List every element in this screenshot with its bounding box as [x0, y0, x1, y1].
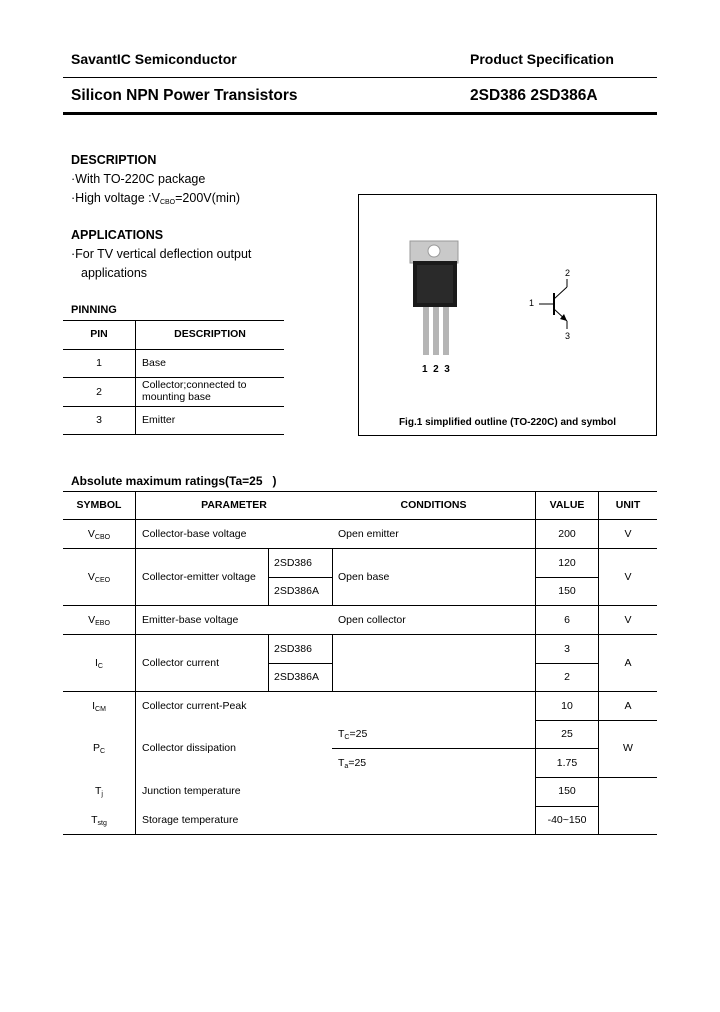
applications-line-1: ·For TV vertical deflection output	[71, 247, 252, 261]
value-pc-2: 1.75	[556, 757, 578, 769]
value-tstg: -40~150	[547, 814, 587, 826]
symbol-vebo: $V_{EBO}$	[88, 614, 110, 627]
doc-type: Product Specification	[470, 51, 614, 67]
cond-vceo: Open base	[338, 571, 390, 583]
value-vebo: 6	[564, 614, 570, 626]
symbol-icm: $I_{CM}$	[92, 700, 106, 713]
param-vebo: Emitter-base voltage	[142, 614, 239, 626]
pinning-title: PINNING	[71, 304, 117, 316]
figure-box	[358, 194, 657, 436]
applications-title: APPLICATIONS	[71, 228, 164, 242]
description-title: DESCRIPTION	[71, 153, 157, 167]
param-pc: Collector dissipation	[142, 742, 236, 754]
symbol-pin-1: 1	[529, 298, 535, 308]
pin-desc: Collector;connected to mounting base	[142, 379, 247, 403]
symbol-pin-2: 2	[565, 268, 571, 278]
part-ic-2: 2SD386A	[274, 671, 319, 683]
unit-pc: W	[623, 742, 633, 754]
value-pc-1: 25	[561, 728, 573, 740]
value-ic-1: 3	[564, 643, 570, 655]
header-rule-thin	[63, 77, 657, 78]
value-icm: 10	[561, 700, 573, 712]
part-vceo-1: 2SD386	[274, 557, 312, 569]
param-tj: Junction temperature	[142, 785, 241, 797]
package-pin-labels: 1 2 3	[422, 364, 450, 375]
cond-pc-1: $T_C=25$	[338, 728, 368, 741]
company-name: SavantIC Semiconductor	[71, 51, 237, 67]
param-vceo: Collector-emitter voltage	[142, 571, 256, 583]
pin-col-header: PIN	[90, 328, 108, 340]
applications-line-2: applications	[81, 266, 148, 280]
part-vceo-2: 2SD386A	[274, 585, 319, 597]
param-tstg: Storage temperature	[142, 814, 239, 826]
part-ic-1: 2SD386	[274, 643, 312, 655]
unit-ic: A	[624, 657, 632, 669]
param-vcbo: Collector-base voltage	[142, 528, 247, 540]
symbol-pc: $P_C$	[92, 742, 106, 755]
unit-col-header: UNIT	[615, 499, 641, 511]
pin-desc: Base	[142, 357, 166, 369]
unit-vebo: V	[624, 614, 632, 626]
value-vceo-2: 150	[558, 585, 576, 597]
description-line-2: ·High voltage $:V_{CBO}=200V(\min)$	[71, 191, 241, 206]
parameter-col-header: PARAMETER	[201, 499, 267, 511]
value-ic-2: 2	[564, 671, 570, 683]
value-tj: 150	[558, 785, 576, 797]
unit-vceo: V	[624, 571, 632, 583]
npn-transistor-symbol	[359, 195, 656, 435]
pin-number: 1	[96, 357, 102, 369]
value-col-header: VALUE	[549, 499, 585, 511]
symbol-tj: $T_j$	[95, 785, 103, 798]
product-line: Silicon NPN Power Transistors	[71, 87, 298, 104]
cond-pc-2: $T_a=25$	[338, 757, 367, 770]
conditions-col-header: CONDITIONS	[400, 499, 467, 511]
symbol-col-header: SYMBOL	[76, 499, 122, 511]
param-ic: Collector current	[142, 657, 220, 669]
figure-caption: Fig.1 simplified outline (TO-220C) and symbol	[398, 417, 617, 428]
part-numbers: 2SD386 2SD386A	[470, 87, 598, 104]
value-vcbo: 200	[558, 528, 576, 540]
ratings-title: Absolute maximum ratings(Ta=25 )	[71, 474, 277, 488]
symbol-pin-3: 3	[565, 331, 571, 341]
param-icm: Collector current-Peak	[142, 700, 247, 712]
symbol-vcbo: $V_{CBO}$	[87, 528, 111, 541]
pin-desc: Emitter	[142, 414, 176, 426]
symbol-ic: $I_C$	[95, 657, 103, 670]
symbol-tstg: $T_{stg}$	[91, 814, 107, 827]
unit-icm: A	[624, 700, 632, 712]
unit-vcbo: V	[624, 528, 632, 540]
value-vceo-1: 120	[558, 557, 576, 569]
pin-number: 2	[96, 386, 102, 398]
symbol-vceo: $V_{CEO}$	[87, 571, 111, 584]
header-rule-thick	[63, 112, 657, 115]
cond-vebo: Open collector	[338, 614, 406, 626]
cond-vcbo: Open emitter	[338, 528, 399, 540]
pin-desc-col-header: DESCRIPTION	[174, 328, 246, 340]
pin-number: 3	[96, 414, 102, 426]
description-line-1: ·With TO-220C package	[71, 172, 206, 186]
